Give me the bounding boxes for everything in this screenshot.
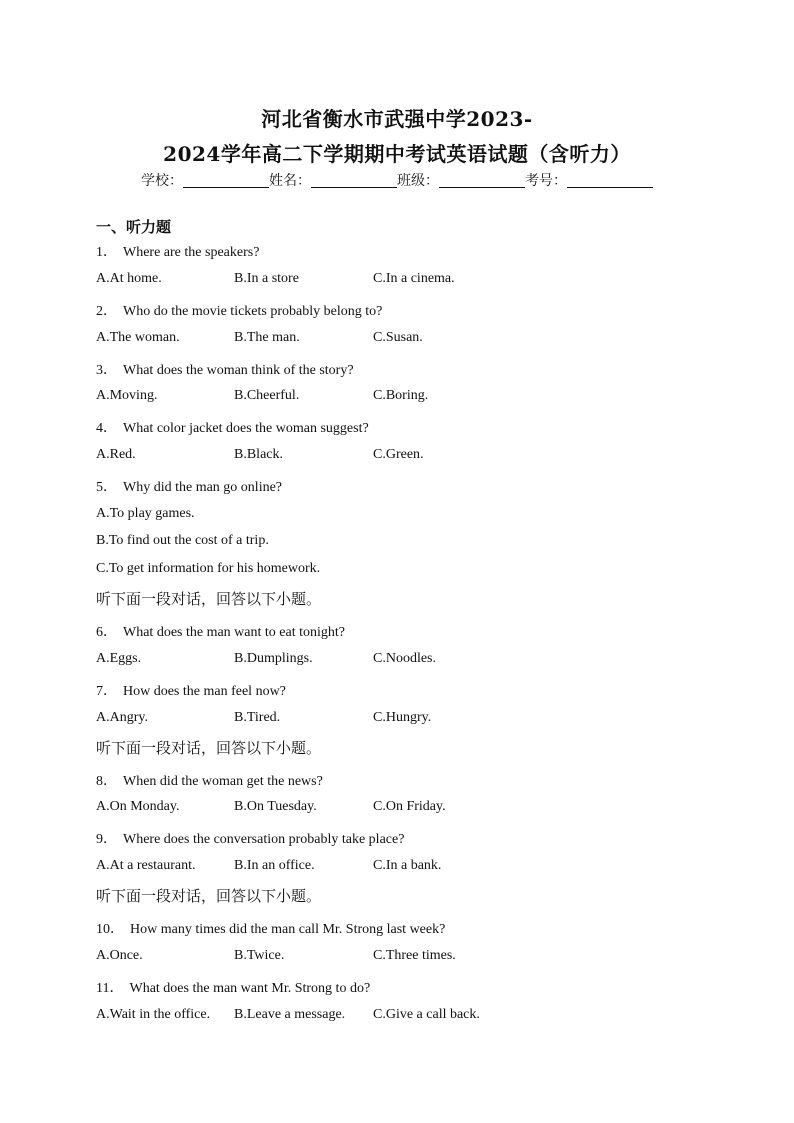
question-text: Where are the speakers? xyxy=(123,245,260,260)
question-number: 7． xyxy=(96,684,117,699)
option-a[interactable]: A.The woman. xyxy=(96,330,180,345)
question-number: 3． xyxy=(96,363,117,378)
question-10 xyxy=(96,918,445,938)
option-c[interactable]: C.To get information for his homework. xyxy=(96,561,321,576)
question-text: What does the man want Mr. Strong to do? xyxy=(129,981,371,996)
question-number: 2． xyxy=(96,304,117,319)
question-number: 8． xyxy=(96,774,117,789)
student-info-row xyxy=(0,170,794,190)
question-text: How many times did the man call Mr. Strong last week? xyxy=(130,922,446,937)
exam-title-line-1: 河北省衡水市武强中学2023- xyxy=(261,107,533,131)
question-number: 11． xyxy=(96,981,124,996)
option-c[interactable]: C.Hungry. xyxy=(373,710,432,725)
question-9 xyxy=(96,828,404,848)
question-1 xyxy=(96,241,259,261)
question-number: 10． xyxy=(96,922,124,937)
section-title: 一、听力题 xyxy=(96,218,172,236)
option-a[interactable]: A.To play games. xyxy=(96,506,195,521)
dialogue-instruction: 听下面一段对话，回答以下小题。 xyxy=(96,887,322,905)
option-b[interactable]: B.Dumplings. xyxy=(234,651,313,666)
option-c[interactable]: C.On Friday. xyxy=(373,799,446,814)
question-text: What does the woman think of the story? xyxy=(123,363,354,378)
option-c[interactable]: C.Give a call back. xyxy=(373,1007,480,1022)
question-number: 6． xyxy=(96,625,117,640)
option-a[interactable]: A.Eggs. xyxy=(96,651,142,666)
option-b[interactable]: B.Leave a message. xyxy=(234,1007,346,1022)
question-number: 1． xyxy=(96,245,117,260)
question-text: Who do the movie tickets probably belong to? xyxy=(123,304,383,319)
class-label: 班级： xyxy=(397,173,439,189)
option-b[interactable]: B.To find out the cost of a trip. xyxy=(96,533,269,548)
option-a[interactable]: A.Red. xyxy=(96,447,136,462)
question-number: 5． xyxy=(96,480,117,495)
question-7 xyxy=(96,680,286,700)
question-number: 4． xyxy=(96,421,117,436)
question-11 xyxy=(96,977,370,997)
question-text: What color jacket does the woman suggest? xyxy=(123,421,369,436)
option-b[interactable]: B.In an office. xyxy=(234,858,315,873)
option-b[interactable]: B.Black. xyxy=(234,447,283,462)
option-b[interactable]: B.In a store xyxy=(234,271,299,286)
question-number: 9． xyxy=(96,832,117,847)
question-2 xyxy=(96,300,382,320)
dialogue-instruction: 听下面一段对话，回答以下小题。 xyxy=(96,739,322,757)
option-c[interactable]: C.Noodles. xyxy=(373,651,436,666)
option-b[interactable]: B.Cheerful. xyxy=(234,388,300,403)
option-a[interactable]: A.Once. xyxy=(96,948,143,963)
option-c[interactable]: C.Susan. xyxy=(373,330,423,345)
option-c[interactable]: C.Three times. xyxy=(373,948,456,963)
school-blank[interactable] xyxy=(183,173,269,188)
dialogue-instruction: 听下面一段对话，回答以下小题。 xyxy=(96,590,322,608)
name-label: 姓名： xyxy=(269,173,311,189)
question-text: When did the woman get the news? xyxy=(123,774,323,789)
option-c[interactable]: C.In a cinema. xyxy=(373,271,455,286)
name-blank[interactable] xyxy=(311,173,397,188)
option-a[interactable]: A.Moving. xyxy=(96,388,158,403)
question-text: How does the man feel now? xyxy=(123,684,286,699)
option-a[interactable]: A.Angry. xyxy=(96,710,148,725)
option-c[interactable]: C.In a bank. xyxy=(373,858,442,873)
exam-title-line-2: 2024学年高二下学期期中考试英语试题（含听力） xyxy=(163,142,631,166)
question-text: Why did the man go online? xyxy=(123,480,283,495)
option-b[interactable]: B.On Tuesday. xyxy=(234,799,317,814)
question-4 xyxy=(96,417,369,437)
question-text: Where does the conversation probably take place? xyxy=(123,832,405,847)
option-c[interactable]: C.Green. xyxy=(373,447,424,462)
option-b[interactable]: B.Tired. xyxy=(234,710,281,725)
question-3 xyxy=(96,359,354,379)
option-a[interactable]: A.At home. xyxy=(96,271,162,286)
option-b[interactable]: B.The man. xyxy=(234,330,300,345)
school-label: 学校： xyxy=(141,173,183,189)
question-8 xyxy=(96,770,323,790)
question-6 xyxy=(96,621,345,641)
option-a[interactable]: A.At a restaurant. xyxy=(96,858,196,873)
question-5 xyxy=(96,476,282,496)
exam-no-label: 考号： xyxy=(525,173,567,189)
option-a[interactable]: A.On Monday. xyxy=(96,799,180,814)
question-text: What does the man want to eat tonight? xyxy=(123,625,345,640)
exam-no-blank[interactable] xyxy=(567,173,653,188)
option-a[interactable]: A.Wait in the office. xyxy=(96,1007,211,1022)
option-b[interactable]: B.Twice. xyxy=(234,948,285,963)
option-c[interactable]: C.Boring. xyxy=(373,388,429,403)
class-blank[interactable] xyxy=(439,173,525,188)
